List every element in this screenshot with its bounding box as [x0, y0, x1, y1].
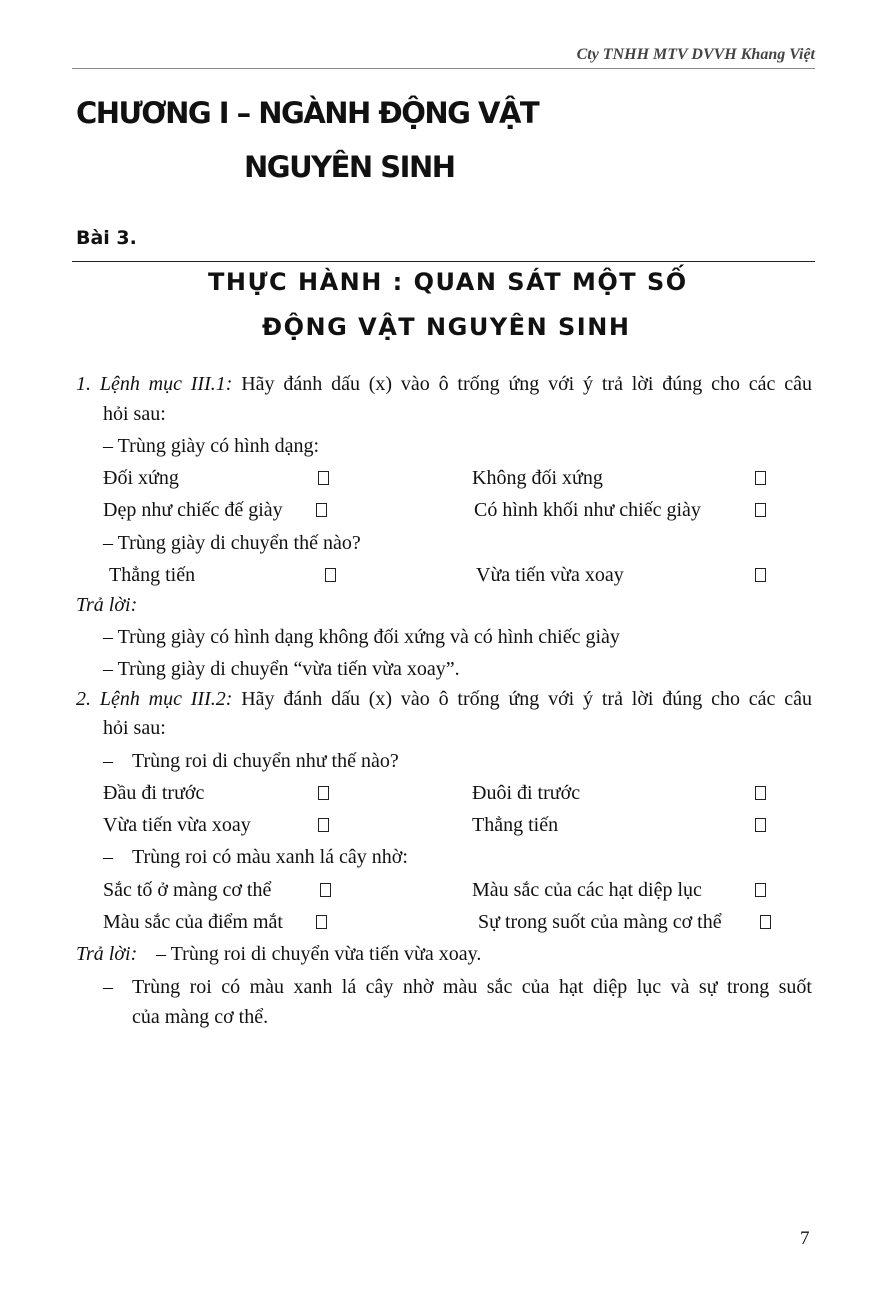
q1-sub-shape: – Trùng giày có hình dạng:	[103, 435, 320, 457]
chapter-title-line2: NGUYÊN SINH	[244, 150, 455, 184]
q1-checkbox-asymmetric[interactable]	[755, 471, 766, 485]
q2-answer-2-cont: của màng cơ thể.	[132, 1006, 269, 1028]
q2-prompt	[76, 689, 812, 709]
q1-prompt	[76, 374, 812, 394]
q2-checkbox-pigment[interactable]	[320, 883, 331, 897]
q1-checkbox-spiral[interactable]	[755, 568, 766, 582]
q2-sub-dash-2: –	[103, 846, 113, 868]
q2-sub-color: Trùng roi có màu xanh lá cây nhờ:	[132, 846, 408, 868]
q2-prompt-cont: hỏi sau:	[103, 717, 166, 739]
q1-option-symmetric: Đối xứng	[103, 467, 179, 489]
q1-answer-2: – Trùng giày di chuyển “vừa tiến vừa xoay”.	[103, 658, 460, 680]
header-rule	[72, 68, 815, 69]
q2-answer-label: Trả lời:	[76, 943, 138, 965]
lesson-title-line1: THỰC HÀNH : QUAN SÁT MỘT SỐ	[208, 268, 688, 296]
q2-answer-dash: –	[103, 976, 113, 998]
q1-option-flat: Dẹp như chiếc đế giày	[103, 499, 283, 521]
q1-prompt-text: Hãy đánh dấu (x) vào ô trống ứng với ý trả lời đúng cho các câu	[232, 373, 812, 395]
q2-checkbox-eyespot[interactable]	[316, 915, 327, 929]
q2-option-pigment: Sắc tố ở màng cơ thể	[103, 879, 272, 901]
q2-option-straight: Thẳng tiến	[472, 814, 559, 836]
q2-sub-dash-1: –	[103, 750, 113, 772]
q2-option-head-first: Đầu đi trước	[103, 782, 205, 804]
page-number: 7	[800, 1228, 810, 1249]
q2-checkbox-transparent[interactable]	[760, 915, 771, 929]
q2-checkbox-tail-first[interactable]	[755, 786, 766, 800]
q2-checkbox-straight[interactable]	[755, 818, 766, 832]
q1-sub-movement: – Trùng giày di chuyển thế nào?	[103, 532, 361, 554]
q1-option-straight: Thẳng tiến	[109, 564, 196, 586]
q2-checkbox-spiral[interactable]	[318, 818, 329, 832]
lesson-rule	[72, 261, 815, 262]
q2-option-spiral: Vừa tiến vừa xoay	[103, 814, 251, 836]
q2-answer-1: – Trùng roi di chuyển vừa tiến vừa xoay.	[156, 943, 482, 965]
lesson-title-line2: ĐỘNG VẬT NGUYÊN SINH	[262, 313, 631, 341]
header-company: Cty TNHH MTV DVVH Khang Việt	[576, 46, 815, 63]
q1-checkbox-shoe-shape[interactable]	[755, 503, 766, 517]
q1-option-asymmetric: Không đối xứng	[472, 467, 603, 489]
lesson-label: Bài 3.	[76, 227, 137, 249]
q2-option-tail-first: Đuôi đi trước	[472, 782, 581, 804]
q1-checkbox-flat[interactable]	[316, 503, 327, 517]
q1-answer-label: Trả lời:	[76, 594, 138, 616]
q1-label: 1. Lệnh mục III.1:	[76, 373, 233, 395]
q2-option-transparent: Sự trong suốt của màng cơ thể	[478, 911, 722, 933]
q2-label: 2. Lệnh mục III.2:	[76, 688, 233, 710]
q2-prompt-text: Hãy đánh dấu (x) vào ô trống ứng với ý trả lời đúng cho các câu	[232, 688, 812, 710]
q2-answer-2: Trùng roi có màu xanh lá cây nhờ màu sắc của hạt diệp lục và sự trong suốt	[132, 976, 812, 998]
q1-checkbox-straight[interactable]	[325, 568, 336, 582]
q1-option-shoe-shape: Có hình khối như chiếc giày	[474, 499, 701, 521]
q1-checkbox-symmetric[interactable]	[318, 471, 329, 485]
q2-sub-movement: Trùng roi di chuyển như thế nào?	[132, 750, 399, 772]
q1-answer-1: – Trùng giày có hình dạng không đối xứng và có hình chiếc giày	[103, 626, 620, 648]
q2-option-chloroplast: Màu sắc của các hạt diệp lục	[472, 879, 702, 901]
q1-option-spiral: Vừa tiến vừa xoay	[476, 564, 624, 586]
q2-checkbox-chloroplast[interactable]	[755, 883, 766, 897]
chapter-title-line1: CHƯƠNG I – NGÀNH ĐỘNG VẬT	[76, 96, 539, 130]
q1-prompt-cont: hỏi sau:	[103, 403, 166, 425]
q2-option-eyespot: Màu sắc của điểm mắt	[103, 911, 283, 933]
q2-checkbox-head-first[interactable]	[318, 786, 329, 800]
